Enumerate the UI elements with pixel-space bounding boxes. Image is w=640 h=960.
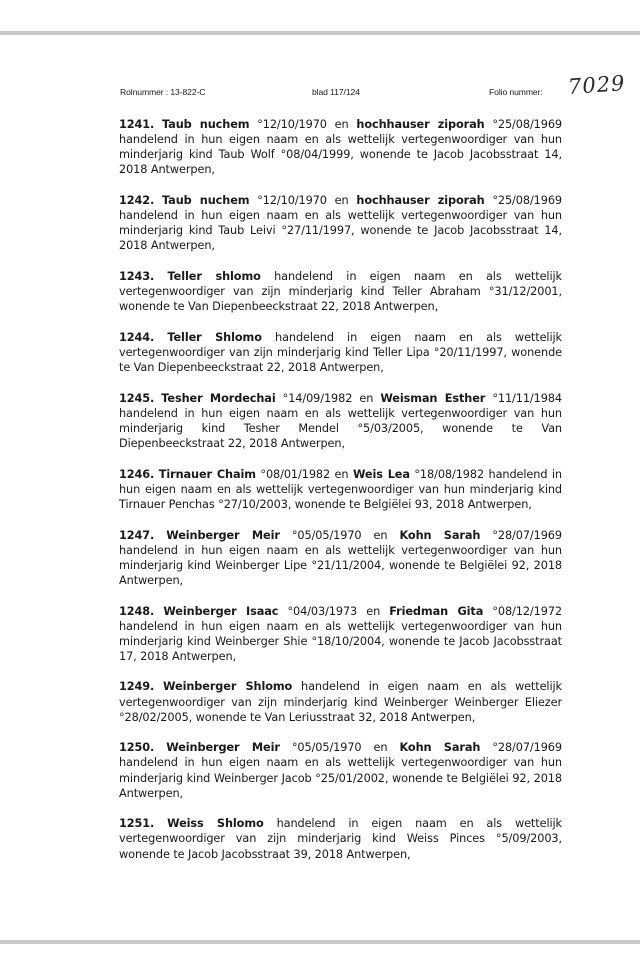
entry-name-1: Taub nuchem: [162, 193, 250, 207]
entry-number: 1249.: [119, 680, 155, 694]
entry: [119, 604, 562, 664]
entry-number: 1250.: [119, 741, 155, 755]
entries-list: [119, 117, 562, 877]
entry: [119, 740, 562, 800]
entry: [119, 679, 562, 724]
entry: [119, 816, 562, 861]
entry-name-2: Kohn Sarah: [399, 528, 481, 542]
entry-name-1: Tirnauer Chaim: [158, 467, 256, 481]
entry: [119, 117, 562, 177]
entry-text-1: handelend in eigen naam en als wettelijk vertegenwoordiger van zijn minderjarig kind Teller Lipa °20/11/1997, wonende te Van Diepenbeeckstraat 22, 2018 Antwerpen,: [119, 330, 562, 374]
entry-number: 1248.: [119, 604, 155, 618]
entry-name-1: Taub nuchem: [162, 118, 250, 131]
folio-handwritten-number: 7029: [567, 71, 627, 99]
entry-text-1: handelend in eigen naam en als wettelijk vertegenwoordiger van zijn minderjarig kind Weiss Pinces °5/09/2003, wonende te Jacob Jacobsstraat 39, 2018 Antwerpen,: [119, 817, 563, 861]
entry-text-2: °28/07/1969 handelend in hun eigen naam en als wettelijk vertegenwoordiger van hun minderjarig kind Weinberger Jacob °25/01/2002, wonende te Belgiëlei 92, 2018 Antwerpen,: [119, 741, 562, 800]
entry-name-2: hochhauser ziporah: [356, 118, 485, 131]
entry-name-1: Weinberger Meir: [166, 528, 280, 542]
entry-name-1: Weinberger Isaac: [163, 604, 279, 618]
entry-text-2: °25/08/1969 handelend in hun eigen naam en als wettelijk vertegenwoordiger van hun minderjarig kind Taub Leivi °27/11/1997, wonende te Jacob Jacobsstraat 14, 2018 Antwerpen,: [119, 193, 562, 253]
entry-text-1: °08/01/1982 en: [255, 467, 353, 481]
entry-text-1: °12/10/1970 en: [249, 193, 357, 207]
entry-number: 1241.: [119, 118, 155, 131]
entry-text-1: handelend in eigen naam en als wettelijk vertegenwoordiger van zijn minderjarig kind Weinberger Weinberger Eliezer °28/02/2005, wonende te Van Leriusstraat 32, 2018 Antwerpen,: [119, 680, 562, 724]
entry-name-1: Teller Shlomo: [167, 330, 262, 344]
entry-name-2: Friedman Gita: [389, 604, 484, 618]
entry-number: 1244.: [119, 330, 155, 344]
entry-number: 1243.: [119, 269, 155, 283]
entry-text-2: °08/12/1972 handelend in hun eigen naam en als wettelijk vertegenwoordiger van hun minderjarig kind Weinberger Shie °18/10/2004, wonende te Jacob Jacobsstraat 17, 2018 Antwerpen,: [119, 604, 562, 663]
entry-text-2: °28/07/1969 handelend in hun eigen naam en als wettelijk vertegenwoordiger van hun minderjarig kind Weinberger Lipe °21/11/2004, wonende te Belgiëlei 92, 2018 Antwerpen,: [119, 528, 562, 587]
entry-text-1: °12/10/1970 en: [249, 118, 357, 131]
page-edge-bottom: [0, 940, 640, 944]
entry-name-2: Kohn Sarah: [399, 741, 481, 755]
entry-text-1: °04/03/1973 en: [278, 604, 390, 618]
entry: [119, 269, 562, 314]
entry: [119, 193, 562, 253]
entry-number: 1247.: [119, 528, 155, 542]
blad-number: blad 117/124: [312, 87, 360, 97]
entry: [119, 391, 562, 451]
entry-name-1: Weiss Shlomo: [167, 817, 264, 831]
entry-text-2: °25/08/1969 handelend in hun eigen naam en als wettelijk vertegenwoordiger van hun minderjarig kind Taub Wolf °08/04/1999, wonende te Jacob Jacobsstraat 14, 2018 Antwerpen,: [119, 118, 562, 177]
entry-name-2: Weis Lea: [352, 467, 410, 481]
entry-text-2: °18/08/1982 handelend in hun eigen naam en als wettelijk vertegenwoordiger van hun minderjarig kind Tirnauer Penchas °27/10/2003, wonende te Belgiëlei 93, 2018 Antwerpen,: [119, 467, 562, 511]
entry-name-1: Weinberger Shlomo: [163, 680, 293, 694]
entry-name-1: Weinberger Meir: [166, 741, 280, 755]
entry-text-1: handelend in eigen naam en als wettelijk vertegenwoordiger van zijn minderjarig kind Teller Abraham °31/12/2001, wonende te Van Diepenbeeckstraat 22, 2018 Antwerpen,: [119, 269, 562, 314]
entry-name-2: Weisman Esther: [380, 391, 486, 405]
entry-text-2: °11/11/1984 handelend in hun eigen naam en als wettelijk vertegenwoordiger van hun minderjarig kind Tesher Mendel °5/03/2005, wonende te Van Diepenbeeckstraat 22, 2018 Antwerpen,: [119, 391, 562, 450]
entry-name-1: Teller shlomo: [167, 269, 261, 283]
page-edge-top: [0, 31, 640, 35]
entry-number: 1242.: [119, 193, 155, 207]
entry-name-2: hochhauser ziporah: [356, 193, 485, 207]
entry: [119, 467, 562, 512]
page-header: [120, 71, 627, 101]
entry-number: 1245.: [119, 391, 155, 405]
entry-text-1: °05/05/1970 en: [279, 741, 400, 755]
entry-name-1: Tesher Mordechai: [161, 391, 276, 405]
entry-text-1: °14/09/1982 en: [275, 391, 381, 405]
entry-text-1: °05/05/1970 en: [279, 528, 400, 542]
entry-number: 1246.: [119, 467, 155, 481]
entry: [119, 330, 562, 375]
folio-label: Folio nummer:: [489, 87, 543, 97]
entry: [119, 528, 562, 588]
rolnummer: Rolnummer : 13-822-C: [120, 87, 206, 97]
entry-number: 1251.: [119, 817, 155, 831]
